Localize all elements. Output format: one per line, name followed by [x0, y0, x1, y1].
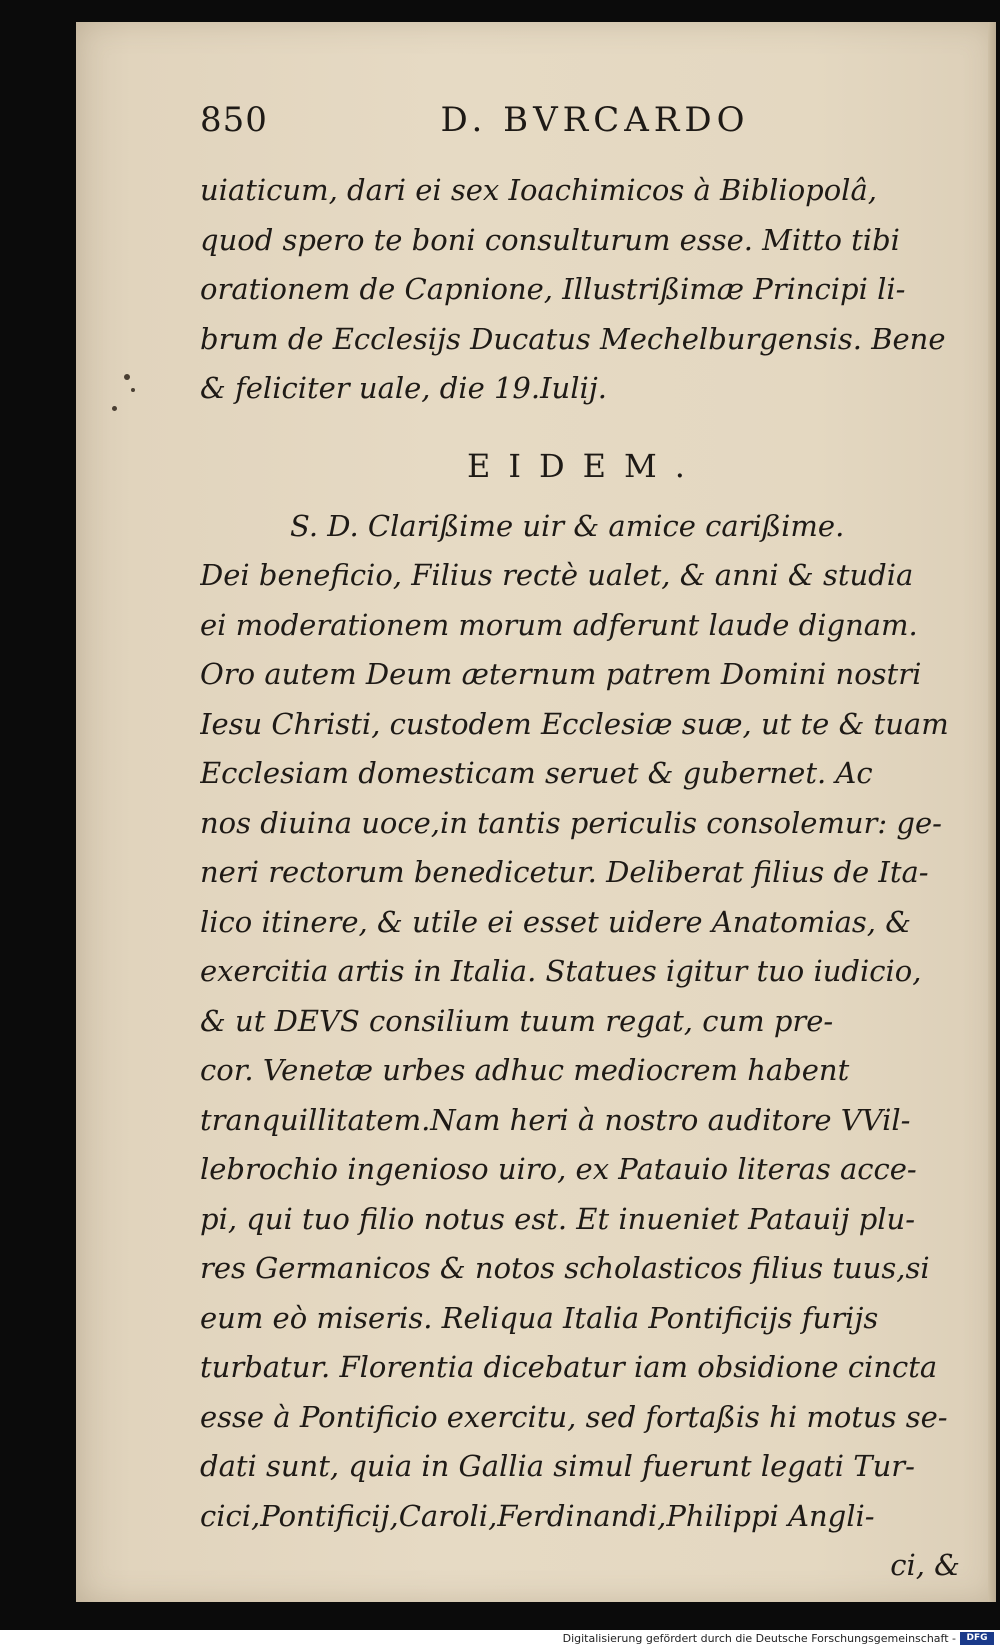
funding-credit: Digitalisierung gefördert durch die Deutsche Forschungsgemeinschaft -	[562, 1632, 956, 1645]
text-line: dati sunt, quia in Gallia simul fuerunt legati Tur-	[200, 1449, 915, 1483]
text-line: lico itinere, & utile ei esset uidere Anatomias, &	[200, 904, 912, 939]
text-line: orationem de Capnione, Illustrißimæ Principi li-	[200, 272, 906, 306]
text-line: neri rectorum benedicetur. Deliberat filius de Ita-	[200, 855, 929, 889]
text-line: Ecclesiam domesticam seruet & gubernet. Ac	[200, 756, 873, 790]
page-number: 850	[200, 100, 268, 140]
text-line: exercitia artis in Italia. Statues igitur tuo iudicio,	[200, 954, 922, 988]
running-head: D. BVRCARDO	[440, 100, 750, 140]
text-line: ei moderationem morum adferunt laude dignam.	[200, 607, 918, 642]
text-line: cor. Venetæ urbes adhuc mediocrem habent	[200, 1053, 850, 1087]
text-line: Oro autem Deum æternum patrem Domini nostri	[200, 657, 922, 691]
text-line: esse à Pontificio exercitu, sed fortaßis hi motus se-	[200, 1399, 948, 1434]
page-edge	[988, 22, 996, 1602]
text-line: Iesu Christi, custodem Ecclesiæ suæ, ut te & tuam	[200, 706, 949, 741]
text-block	[200, 100, 970, 1591]
text-line: S. D. Clarißime uir & amice carißime.	[290, 508, 845, 543]
text-line: pi, qui tuo filio notus est. Et inueniet Patauij plu-	[200, 1201, 916, 1236]
text-line: Dei beneficio, Filius rectè ualet, & anni & studia	[200, 558, 914, 592]
dfg-logo-icon: DFG	[960, 1632, 994, 1645]
paper-speck	[131, 388, 135, 392]
text-line: brum de Ecclesijs Ducatus Mechelburgensis. Bene	[200, 321, 946, 356]
text-line: lebrochio ingenioso uiro, ex Patauio literas acce-	[200, 1152, 917, 1186]
text-line: quod spero te boni consulturum esse. Mitto tibi	[200, 222, 900, 257]
text-line: & ut DEVS consilium tuum regat, cum pre-	[200, 1003, 834, 1038]
text-line: eum eò miseris. Reliqua Italia Pontificijs furijs	[200, 1300, 879, 1335]
section-title: EIDEM.	[467, 446, 703, 485]
text-line: tranquillitatem.Nam heri à nostro auditore VVil-	[200, 1102, 911, 1137]
text-line: turbatur. Florentia dicebatur iam obsidione cincta	[200, 1350, 938, 1384]
text-line: res Germanicos & notos scholasticos filius tuus,si	[200, 1251, 930, 1285]
text-line: cici,Pontificij,Caroli,Ferdinandi,Philippi Angli-	[200, 1498, 875, 1533]
catchword: ci, &	[890, 1548, 960, 1582]
text-line: uiaticum, dari ei sex Ioachimicos à Bibliopolâ,	[200, 173, 877, 207]
text-line: nos diuina uoce,in tantis periculis consolemur: ge-	[200, 805, 942, 840]
paper-speck	[112, 406, 117, 411]
paper-speck	[124, 374, 130, 380]
text-line: & feliciter uale, die 19.Iulij.	[200, 371, 607, 405]
page-header	[200, 100, 970, 166]
